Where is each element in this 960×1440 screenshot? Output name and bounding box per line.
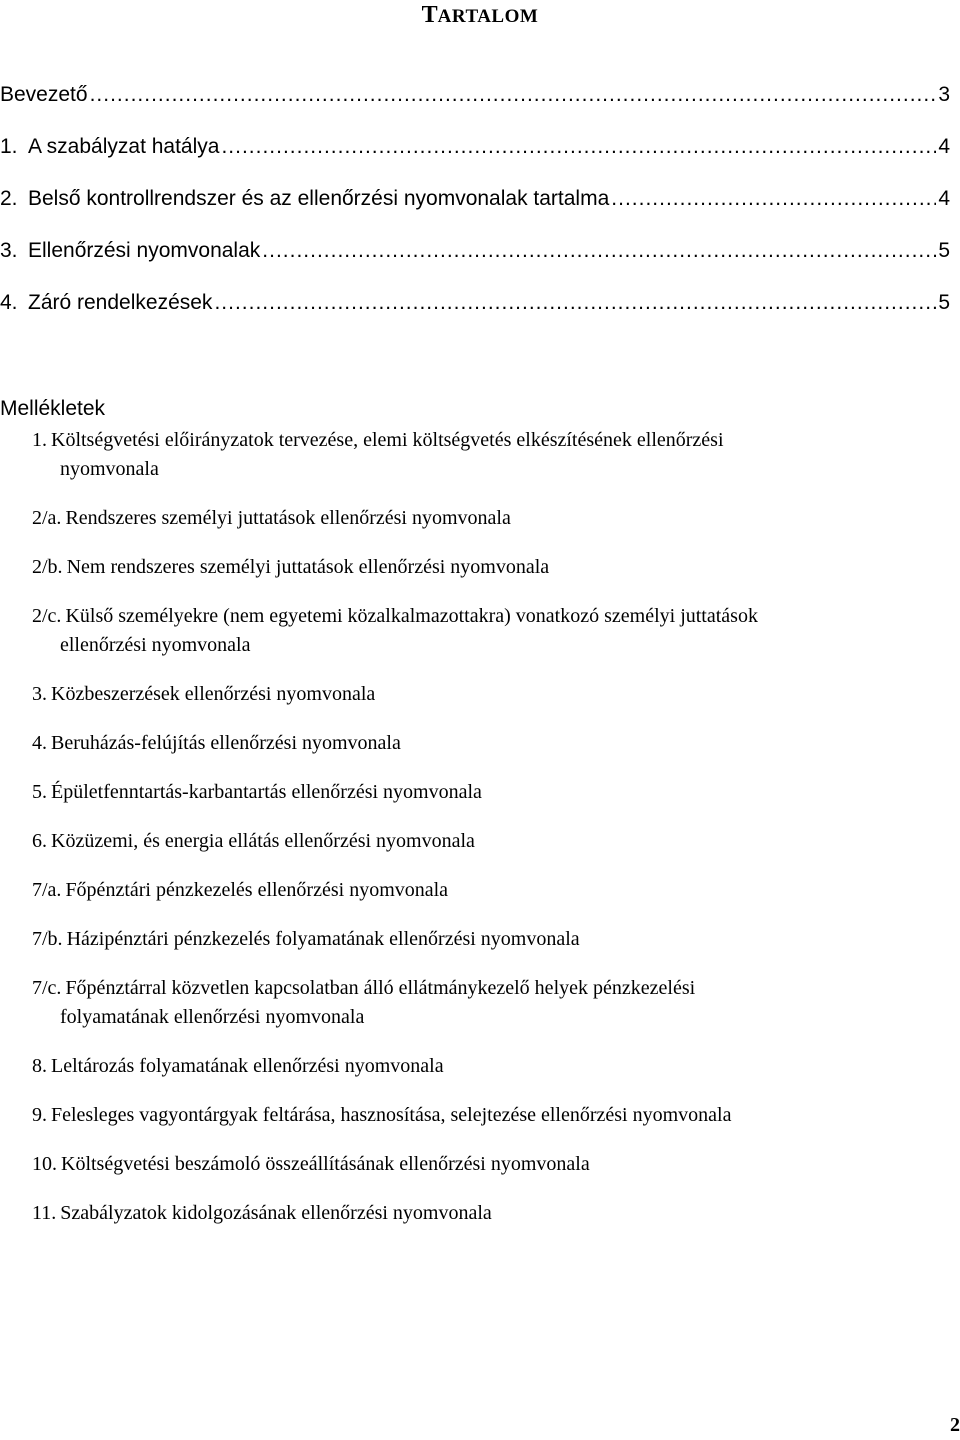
appendix-item [0, 602, 955, 660]
appendix-item-number: 2/c. [32, 605, 62, 627]
appendix-item-text: Főpénztári pénzkezelés ellenőrzési nyomvonala [65, 879, 449, 901]
toc-entry-page: 4 [938, 135, 950, 158]
toc-entry-page: 5 [938, 239, 950, 262]
appendix-item-number: 6. [32, 830, 47, 852]
appendix-item-number: 4. [32, 732, 47, 754]
toc-leader-dots [262, 239, 936, 263]
table-of-contents [0, 83, 950, 343]
toc-entry-number: 3. [0, 239, 18, 262]
toc-leader-dots [611, 187, 936, 211]
toc-entry-text: Záró rendelkezések [28, 291, 213, 314]
toc-entry-text: A szabályzat hatálya [28, 135, 220, 158]
appendix-item-text: Nem rendszeres személyi juttatások ellenőrzési nyomvonala [66, 556, 550, 578]
toc-entry-number: 2. [0, 187, 18, 210]
appendix-item-text: Külső személyekre (nem egyetemi közalkalmazottakra) vonatkozó személyi juttatások [65, 605, 758, 627]
appendix-item-number: 5. [32, 781, 47, 803]
toc-entry-page: 4 [938, 187, 950, 210]
toc-entry[interactable] [0, 291, 950, 320]
appendix-item [0, 778, 955, 807]
appendix-item-text: Házipénztári pénzkezelés folyamatának ellenőrzési nyomvonala [66, 928, 580, 950]
appendix-item [0, 974, 955, 1032]
appendix-item-text: Főpénztárral közvetlen kapcsolatban álló ellátmánykezelő helyek pénzkezelési [65, 977, 696, 999]
toc-entry-number: 1. [0, 135, 18, 158]
toc-entry[interactable] [0, 239, 950, 268]
toc-leader-dots [214, 291, 936, 315]
appendix-item-number: 2/a. [32, 507, 62, 529]
toc-entry[interactable] [0, 187, 950, 216]
page-number: 2 [950, 1414, 960, 1436]
page-title [0, 0, 960, 32]
toc-entry[interactable] [0, 83, 950, 112]
appendix-item [0, 680, 955, 709]
appendix-item [0, 1150, 955, 1179]
appendix-item [0, 1101, 955, 1130]
appendix-item-number: 7/b. [32, 928, 63, 950]
appendix-item-number: 2/b. [32, 556, 63, 578]
appendix-item-text-continued: folyamatának ellenőrzési nyomvonala [60, 1006, 365, 1028]
appendix-item [0, 827, 955, 856]
appendix-item-text: Rendszeres személyi juttatások ellenőrzési nyomvonala [65, 507, 511, 529]
appendix-item-number: 7/a. [32, 879, 62, 901]
appendix-item-number: 3. [32, 683, 47, 705]
page-title-initial: T [421, 2, 438, 28]
appendix-item-text: Közüzemi, és energia ellátás ellenőrzési nyomvonala [51, 830, 475, 852]
appendix-item-text: Költségvetési beszámoló összeállításának ellenőrzési nyomvonala [61, 1153, 590, 1175]
appendix-item [0, 553, 955, 582]
toc-entry[interactable] [0, 135, 950, 164]
appendix-item-number: 7/c. [32, 977, 62, 999]
appendix-item-text: Szabályzatok kidolgozásának ellenőrzési nyomvonala [60, 1202, 492, 1224]
appendix-item-number: 1. [32, 429, 47, 451]
appendix-item-text-continued: ellenőrzési nyomvonala [60, 634, 251, 656]
appendix-item-number: 10. [32, 1153, 57, 1175]
toc-leader-dots [90, 83, 937, 107]
appendix-item [0, 1199, 955, 1228]
toc-entry-text: Ellenőrzési nyomvonalak [28, 239, 261, 262]
appendix-list [0, 392, 955, 1228]
toc-entry-page: 3 [938, 83, 950, 106]
toc-leader-dots [221, 135, 936, 159]
appendix-item-number: 11. [32, 1202, 57, 1224]
appendix-item-text: Épületfenntartás-karbantartás ellenőrzési nyomvonala [51, 781, 482, 803]
appendix-item-number: 8. [32, 1055, 47, 1077]
appendix-item [0, 1052, 955, 1081]
appendix-item [0, 876, 955, 905]
toc-entry-page: 5 [938, 291, 950, 314]
appendix-item [0, 504, 955, 533]
toc-entry-text: Belső kontrollrendszer és az ellenőrzési nyomvonalak tartalma [28, 187, 610, 210]
appendix-item-text: Leltározás folyamatának ellenőrzési nyomvonala [51, 1055, 444, 1077]
toc-entry-text: Bevezető [0, 83, 88, 106]
toc-entry-number: 4. [0, 291, 18, 314]
page-title-rest: ARTALOM [437, 6, 539, 27]
appendix-item-text: Költségvetési előirányzatok tervezése, elemi költségvetés elkészítésének ellenőrzési [51, 429, 724, 451]
appendix-item-text: Közbeszerzések ellenőrzési nyomvonala [51, 683, 376, 705]
appendix-item [0, 729, 955, 758]
appendix-item [0, 426, 955, 484]
appendix-item-text: Beruházás-felújítás ellenőrzési nyomvonala [51, 732, 401, 754]
appendix-item-number: 9. [32, 1104, 47, 1126]
appendix-heading: Mellékletek [0, 397, 106, 420]
appendix-item-text-continued: nyomvonala [60, 458, 159, 480]
appendix-item [0, 925, 955, 954]
appendix-item-text: Felesleges vagyontárgyak feltárása, hasznosítása, selejtezése ellenőrzési nyomvonala [51, 1104, 732, 1126]
